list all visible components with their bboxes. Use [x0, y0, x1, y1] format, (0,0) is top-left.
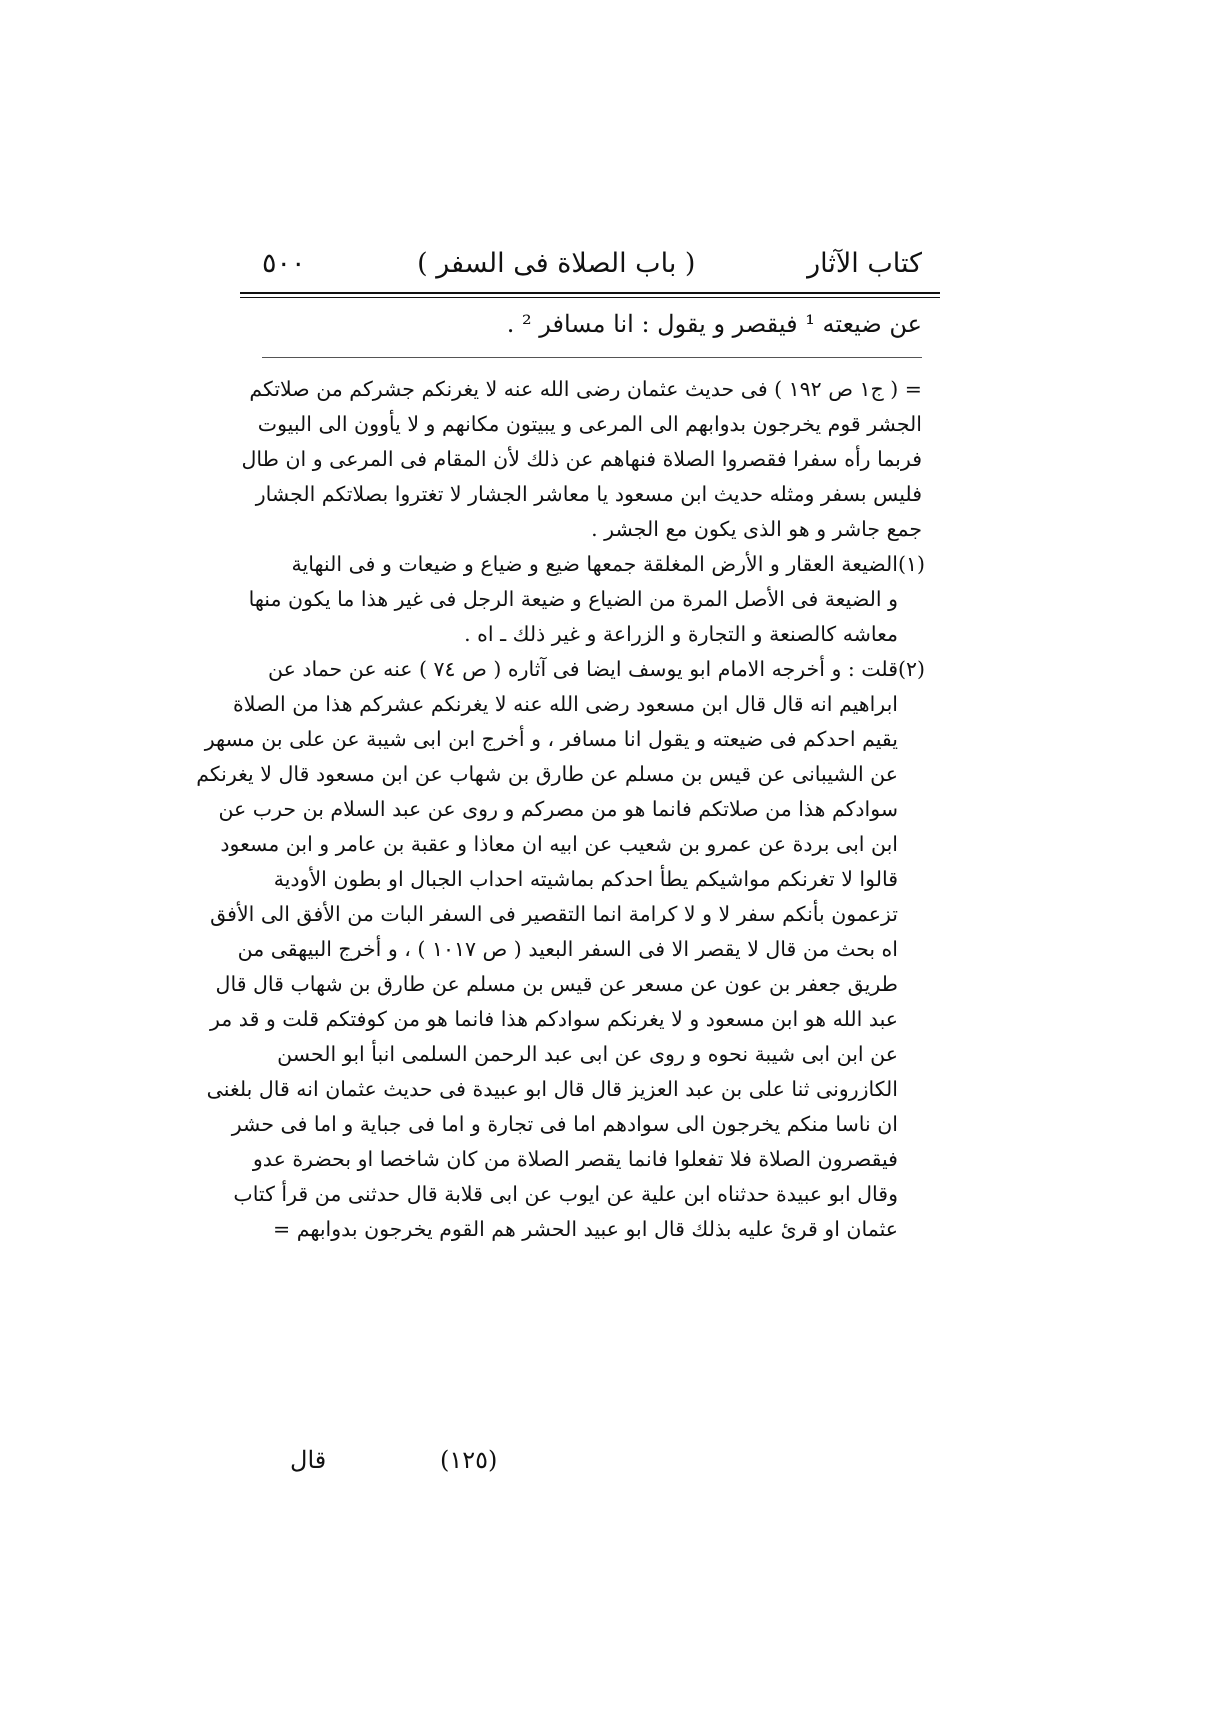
footnote-line: قالوا لا تغرنكم مواشيكم يطأ احدكم بماشيته احداب الجبال او بطون الأودية [273, 867, 898, 891]
footnote-line: فيقصرون الصلاة فلا تفعلوا فانما يقصر الصلاة من كان شاخصا او بحضرة عدو [252, 1147, 898, 1171]
page-number: ٥٠٠ [262, 247, 306, 279]
footnote-1 [248, 547, 898, 652]
main-text: عن ضيعته ¹ فيقصر و يقول : انا مسافر ² . [506, 310, 922, 338]
footnote-line: فربما رأه سفرا فقصروا الصلاة فنهاهم عن ذلك لأن المقام فى المرعى و ان طال [241, 447, 922, 471]
footnote-line: ان ناسا منكم يخرجون الى سوادهم اما فى تجارة و اما فى جباية و اما فى حشر [231, 1112, 898, 1136]
footnote-line: عثمان او قرئ عليه بذلك قال ابو عبيد الحشر هم القوم يخرجون بدوابهم = [273, 1217, 898, 1241]
footnote-line: عن الشيبانى عن قيس بن مسلم عن طارق بن شهاب عن ابن مسعود قال لا يغرنكم [196, 762, 898, 786]
catchword: قال [290, 1446, 327, 1474]
footnote-line: عبد الله هو ابن مسعود و لا يغرنكم سوادكم هذا فانما هو من كوفتكم قلت و قد مر [210, 1007, 898, 1031]
footnote-line: الكازرونى ثنا على بن عبد العزيز قال قال ابو عبيدة فى حديث عثمان انه قال بلغنى [206, 1077, 898, 1101]
footnote-line: طريق جعفر بن عون عن مسعر عن قيس بن مسلم عن طارق بن شهاب قال قال [215, 972, 898, 996]
footnote-line: و الضيعة فى الأصل المرة من الضياع و ضيعة الرجل فى غير هذا ما يكون منها [248, 587, 898, 611]
footnote-line: عن ابن ابى شيبة نحوه و روى عن ابى عبد الرحمن السلمى انبأ ابو الحسن [277, 1042, 898, 1066]
footnote-line: تزعمون بأنكم سفر لا و لا كرامة انما التقصير فى السفر البات من الأفق الى الأفق [210, 902, 898, 926]
footnote-line: يقيم احدكم فى ضيعته و يقول انا مسافر ، و أخرج ابن ابى شيبة عن على بن مسهر [204, 727, 898, 751]
footnote-1-marker: (١) [898, 552, 926, 576]
footnote-continuation [241, 372, 922, 547]
footnote-2 [196, 652, 898, 1247]
chapter-title: ( باب الصلاة فى السفر ) [417, 247, 696, 279]
footnote-divider [262, 357, 922, 358]
footnote-line: اه بحث من قال لا يقصر الا فى السفر البعيد ( ص ١٠١٧ ) ، و أخرج البيهقى من [237, 937, 898, 961]
footnote-line: معاشه كالصنعة و التجارة و الزراعة و غير ذلك ـ اه . [464, 622, 898, 646]
footnote-line: وقال ابو عبيدة حدثناه ابن علية عن ايوب عن ابى قلابة قال حدثنى من قرأ كتاب [233, 1182, 898, 1206]
footnote-line: ابراهيم انه قال قال ابن مسعود رضى الله عنه لا يغرنكم عشركم هذا من الصلاة [233, 692, 898, 716]
footnote-line: فليس بسفر ومثله حديث ابن مسعود يا معاشر الجشار لا تغتروا بصلاتكم الجشار [255, 482, 922, 506]
footnote-line: = ( ج١ ص ١٩٢ ) فى حديث عثمان رضى الله عنه لا يغرنكم جشركم من صلاتكم [249, 377, 922, 401]
footnote-line: جمع جاشر و هو الذى يكون مع الجشر . [591, 517, 922, 541]
book-title: كتاب الآثار [807, 247, 922, 279]
footnote-line: الجشر قوم يخرجون بدوابهم الى المرعى و يبيتون مكانهم و لا يأوون الى البيوت [257, 412, 922, 436]
footnote-line: ابن ابى بردة عن عمرو بن شعيب عن ابيه ان معاذا و عقبة بن عامر و ابن مسعود [220, 832, 898, 856]
footnote-line: قلت : و أخرجه الامام ابو يوسف ايضا فى آثاره ( ص ٧٤ ) عنه عن حماد عن [267, 657, 898, 681]
running-header [262, 240, 922, 286]
footnote-line: سوادكم هذا من صلاتكم فانما هو من مصركم و روى عن عبد السلام بن حرب عن [218, 797, 898, 821]
header-rule [240, 292, 940, 294]
printer-signature: (١٢٥) [440, 1446, 498, 1474]
footnote-2-marker: (٢) [898, 657, 926, 681]
footnote-line: الضيعة العقار و الأرض المغلقة جمعها ضيع و ضياع و ضيعات و فى النهاية [291, 552, 898, 576]
header-rule-thin [240, 297, 940, 298]
